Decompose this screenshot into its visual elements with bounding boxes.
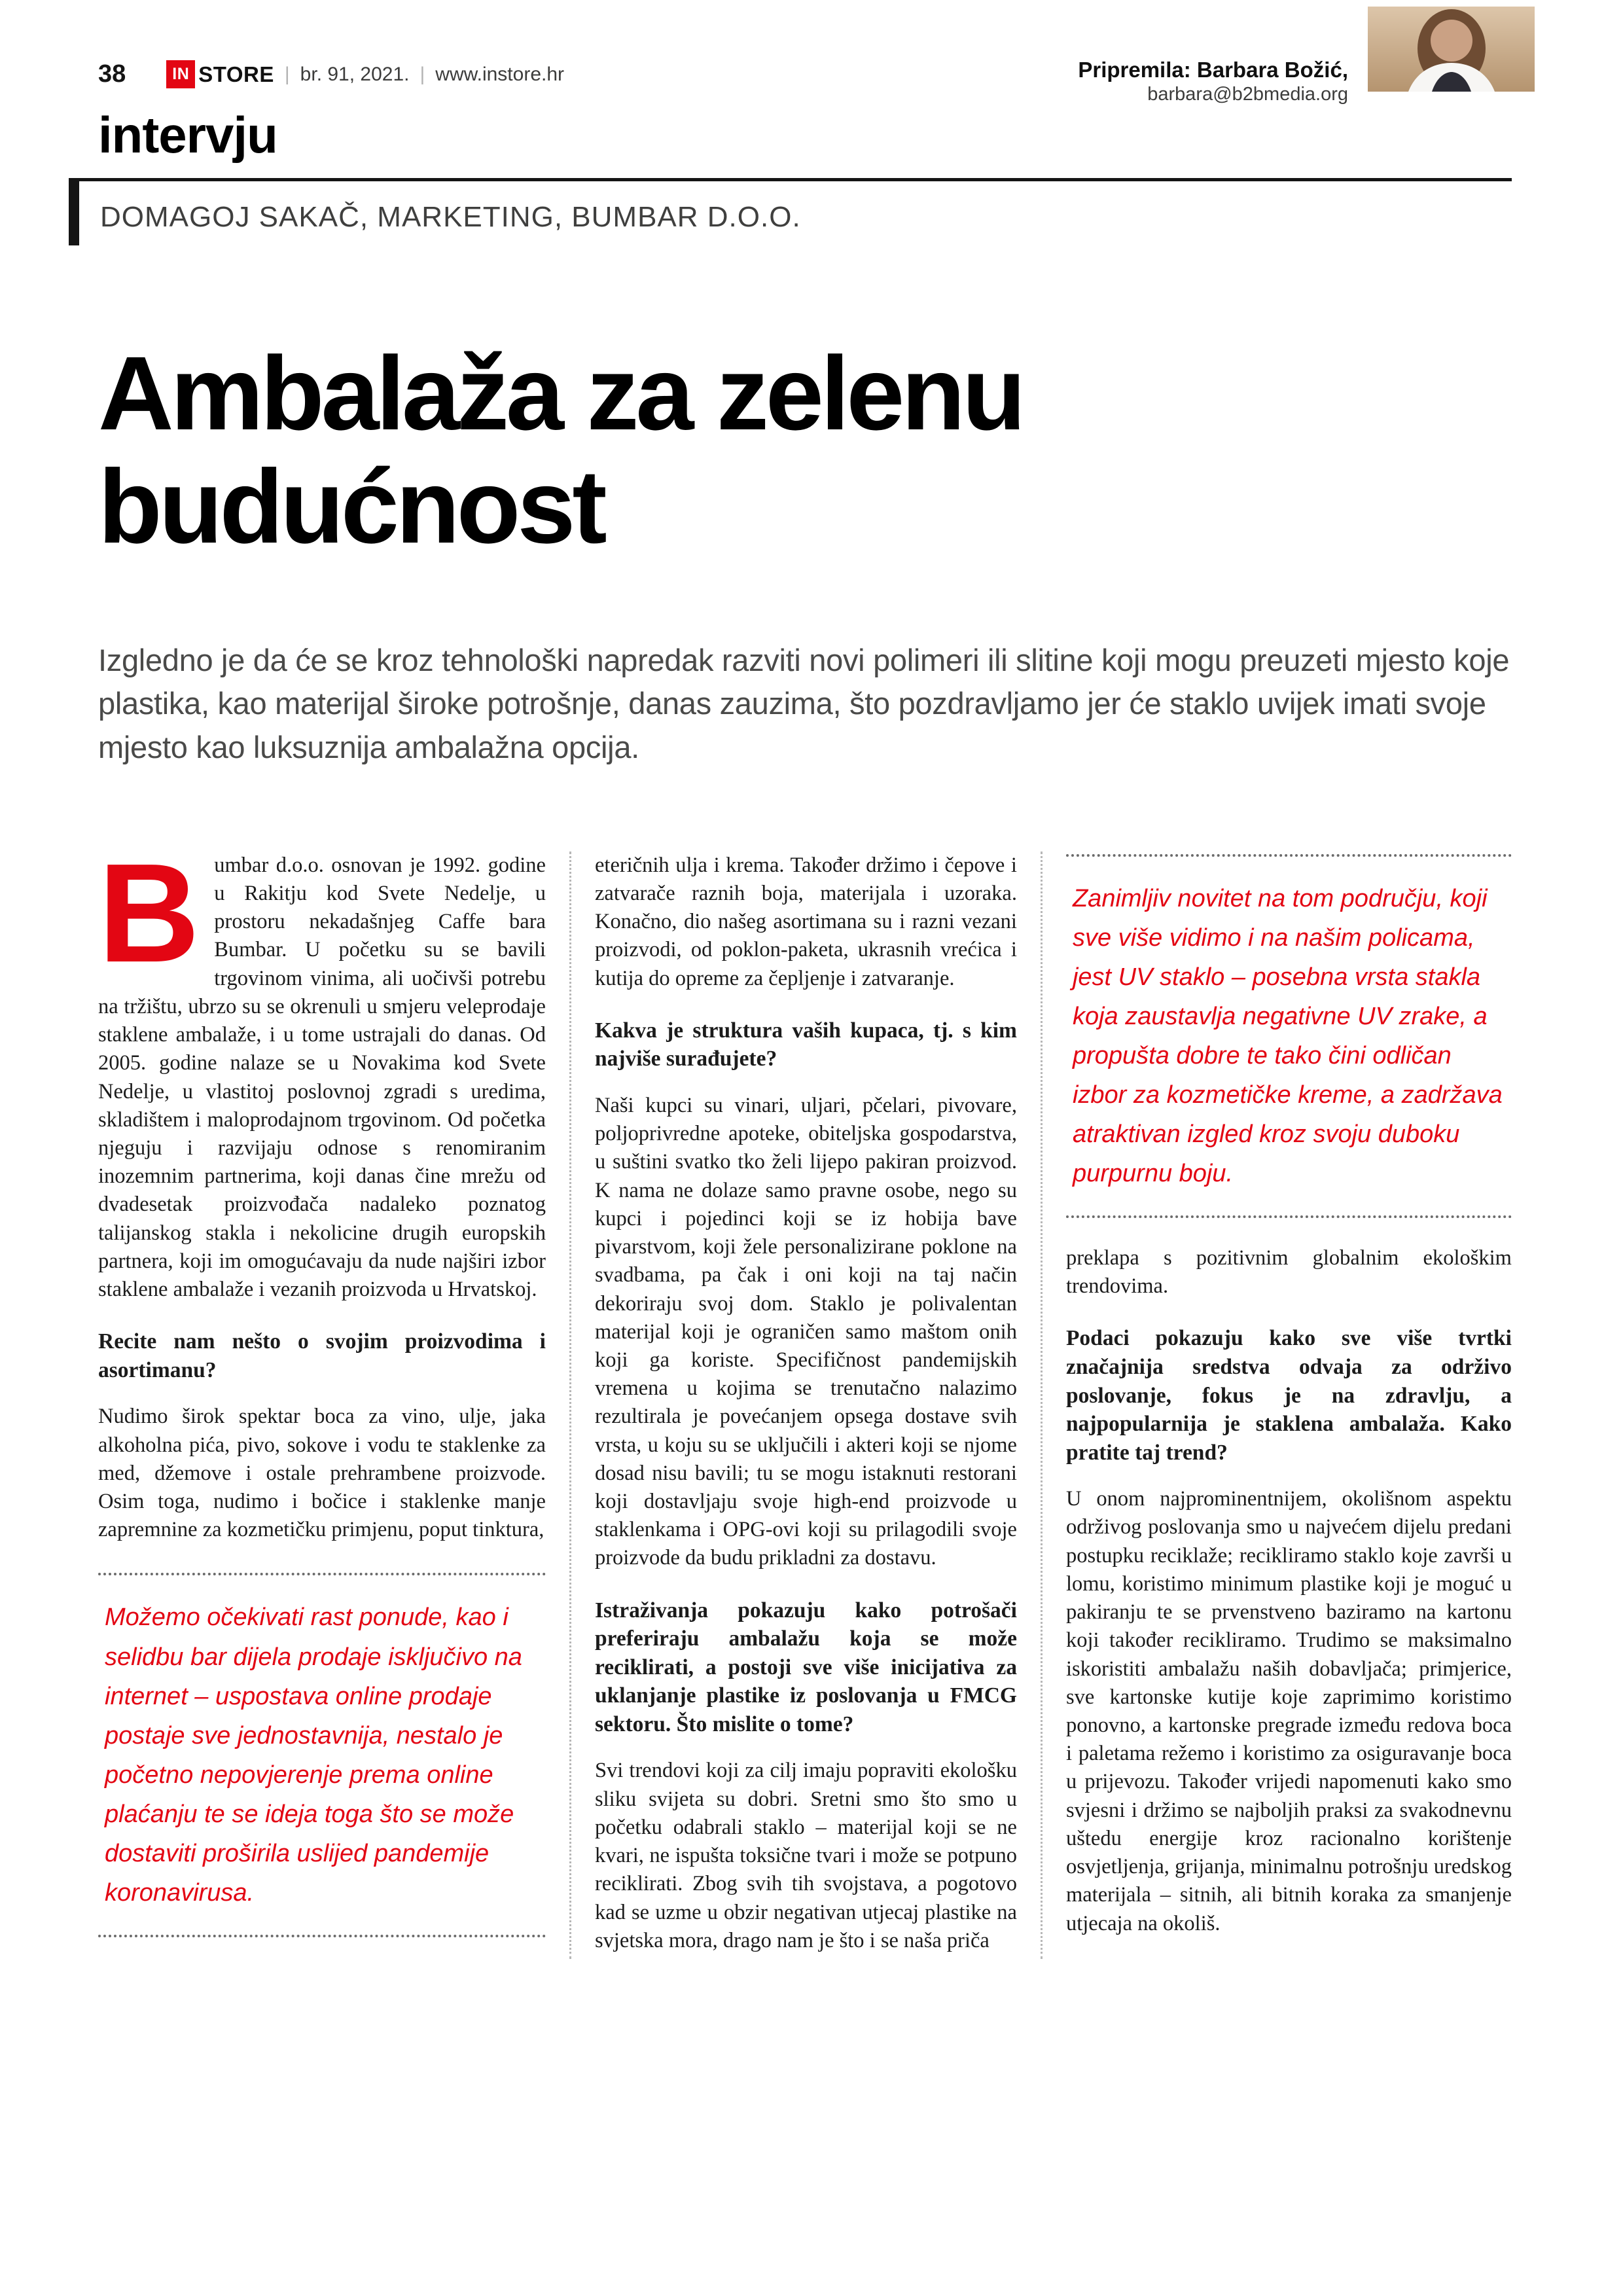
logo-in-mark: IN [166, 60, 195, 88]
answer-paragraph: U onom najprominentnijem, okolišnom aspektu održivog poslovanja smo u najvećem dijelu predani postupku reciklaže; recikliramo staklo koje završi u lomu, koristimo minimum plastike koji je moguć u pakiranju te se prvenstveno baziramo na kartonu koji također recikliramo. Trudimo se maksimalno iskoristiti ambalažu naših dobavljača; primjerice, sve kartonske kutije koje zaprimimo koristimo ponovno, a kartonske pregrade između redova boca i paletama režemo i koristimo za osiguravanje boca u prijevozu. Također vrijedi napomenuti kako smo svjesni i držimo se najboljih praksi za svakodnevnu uštedu energije kroz racionalno korištenje osvjetljenja, grijanja, minimalnu potrošnju uredskog materijala – sitnih, ali bitnih koraka za smanjenje utjecaja na okoliš. [1065, 1487, 1512, 1935]
pull-quote: Zanimljiv novitet na tom području, koji sve više vidimo i na našim policama, jest UV staklo – posebna vrsta stakla koja zaustavlja negativne UV zrake, a propušta dobre te tako čini odličan izbor za kozmetičke kreme, a zadržava atraktivan izgled kroz svoju duboku purpurnu boju. [1066, 854, 1512, 1218]
kicker: DOMAGOJ SAKAČ, MARKETING, BUMBAR D.O.O. [100, 201, 801, 233]
page-number: 38 [98, 60, 126, 88]
pull-quote: Možemo očekivati rast ponude, kao i selidbu bar dijela prodaje isključivo na internet – uspostava online prodaje postaje sve jednostavnija, nestalo je početno nepovjerenje prema online plaćanju te se ideja toga što se može dostaviti proširila uslijed pandemije koronavirusa. [98, 1573, 546, 1937]
answer-paragraph: Naši kupci su vinari, uljari, pčelari, pivovare, poljoprivredne apoteke, obiteljska gospodarstva, u suštini svatko tko želi lijepo pakiran proizvod. K nama ne dolaze samo pravne osobe, nego su kupci i pojedinci koji se iz hobija bave pivarstvom, koji žele personalizirane poklone na svadbama, pa čak i oni koji na taj način dekoriraju svoj dom. Staklo je polivalentan materijal koji je ograničen samo maštom onih koji ga koriste. Specifičnost pandemijskih vremena u kojima se trenutačno nalazimo rezultirala je povećanjem opsega dostave svih vrsta, u koju su se uključili i akteri koji se njome dosad nisu bavili; tu se mogu istaknuti restorani koji dostavljaju svoje high-end proizvode u staklenkama i OPG-ovi koji su prilagodili svoje proizvode da budu prikladni za dostavu. [594, 1093, 1017, 1570]
section-title: intervju [98, 106, 277, 164]
column-1 [98, 833, 569, 1959]
logo-store-text: STORE [198, 62, 274, 86]
answer-paragraph: preklapa s pozitivnim globalnim ekološkim trendovima. [1065, 1246, 1512, 1299]
column-2 [569, 852, 1041, 1959]
interview-question: Kakva je struktura vaših kupaca, tj. s kim najviše surađujete? [594, 1018, 1017, 1071]
answer-paragraph: Svi trendovi koji za cilj imaju popraviti ekološku sliku svijeta su dobri. Sretni smo što smo u početku odabrali staklo – materijal koji se ne kvari, ne ispušta toksične tvari i može se potpuno reciklirati. Zbog svih tih svojstava, a pogotovo kad se uzme u obzir negativan utjecaj plastike na svjetska mora, drago nam je što i se naša priča [594, 1759, 1017, 1952]
answer-paragraph: eteričnih ulja i krema. Također držimo i čepove i zatvarače raznih boja, materijala i uzoraka. Konačno, dio našeg asortimana su i razni vezani proizvodi, od poklon-paketa, ukrasnih vrećica i kutija do opreme za čepljenje i zatvaranje. [594, 853, 1017, 990]
interview-question: Podaci pokazuju kako sve više tvrtki značajnija sredstva odvaja za održivo poslovanje, fokus je na zdravlju, a najpopularnija je staklena ambalaža. Kako pratite taj trend? [1065, 1326, 1512, 1465]
byline-email: barbara@b2bmedia.org [1147, 84, 1348, 105]
instore-logo [166, 60, 274, 88]
column-3 [1041, 852, 1512, 1959]
headline-line-1: Ambalaža za zelenu [98, 334, 1023, 452]
website-url: www.instore.hr [435, 63, 565, 85]
answer-paragraph: Nudimo širok spektar boca za vino, ulje, jaka alkoholna pića, pivo, sokove i vodu te staklenke za med, džemove i ostale prehrambene proizvode. Osim toga, nudimo i bočice i staklenke manje zapremnine za kozmetičku primjenu, poput tinktura, [98, 1405, 546, 1542]
dropcap: B [98, 833, 200, 992]
issue-number: br. 91, 2021. [300, 63, 410, 85]
header-separator: | [419, 63, 425, 85]
article-body [98, 833, 1512, 1959]
headline [98, 334, 1512, 565]
kicker-bar [69, 181, 79, 245]
headline-line-2: budućnost [98, 447, 604, 565]
interview-question: Recite nam nešto o svojim proizvodima i asortimanu? [98, 1329, 546, 1382]
byline [1078, 58, 1348, 105]
interview-question: Istraživanja pokazuju kako potrošači preferiraju ambalažu koja se može reciklirati, a postoji sve više inicijativa za uklanjanje plastike iz poslovanja u FMCG sektoru. Što mislite o tome? [594, 1598, 1017, 1736]
author-photo [1368, 7, 1535, 92]
byline-author: Pripremila: Barbara Božić, [1078, 58, 1348, 82]
intro-text: umbar d.o.o. osnovan je 1992. godine u Rakitju kod Svete Nedelje, u prostoru nekadašnjeg Caffe bara Bumbar. U početku su se bavili trgovinom vinima, ali uočivši potrebu na tržištu, ubrzo su se okrenuli u smjeru veleprodaje staklene ambalaže, i u tome ustrajali do danas. Od 2005. godine nalaze se u Novakima kod Svete Nedelje, u vlastitoj poslovnoj zgradi s uredima, skladištem i maloprodajnom trgovinom. Od početka njeguju i razvijaju odnose s renomiranim inozemnim partnerima, koji danas čine mrežu od dvadesetak proizvođača nadaleko poznatog talijanskog stakla i nekolicine drugih europskih partnera, koji im omogućavaju da nude najširi izbor staklene ambalaže i vezanih proizvoda u Hrvatskoj. [98, 853, 546, 1302]
header-separator: | [284, 63, 290, 85]
kicker-row [69, 181, 1512, 245]
lead-paragraph: Izgledno je da će se kroz tehnološki napredak razviti novi polimeri ili slitine koji mogu preuzeti mjesto koje plastika, kao materijal široke potrošnje, danas zauzima, što pozdravljamo jer će staklo uvijek imati svoje mjesto kao luksuznija ambalažna opcija. [98, 642, 1510, 765]
author-photo-placeholder [1368, 7, 1535, 92]
intro-paragraph [98, 833, 546, 1304]
